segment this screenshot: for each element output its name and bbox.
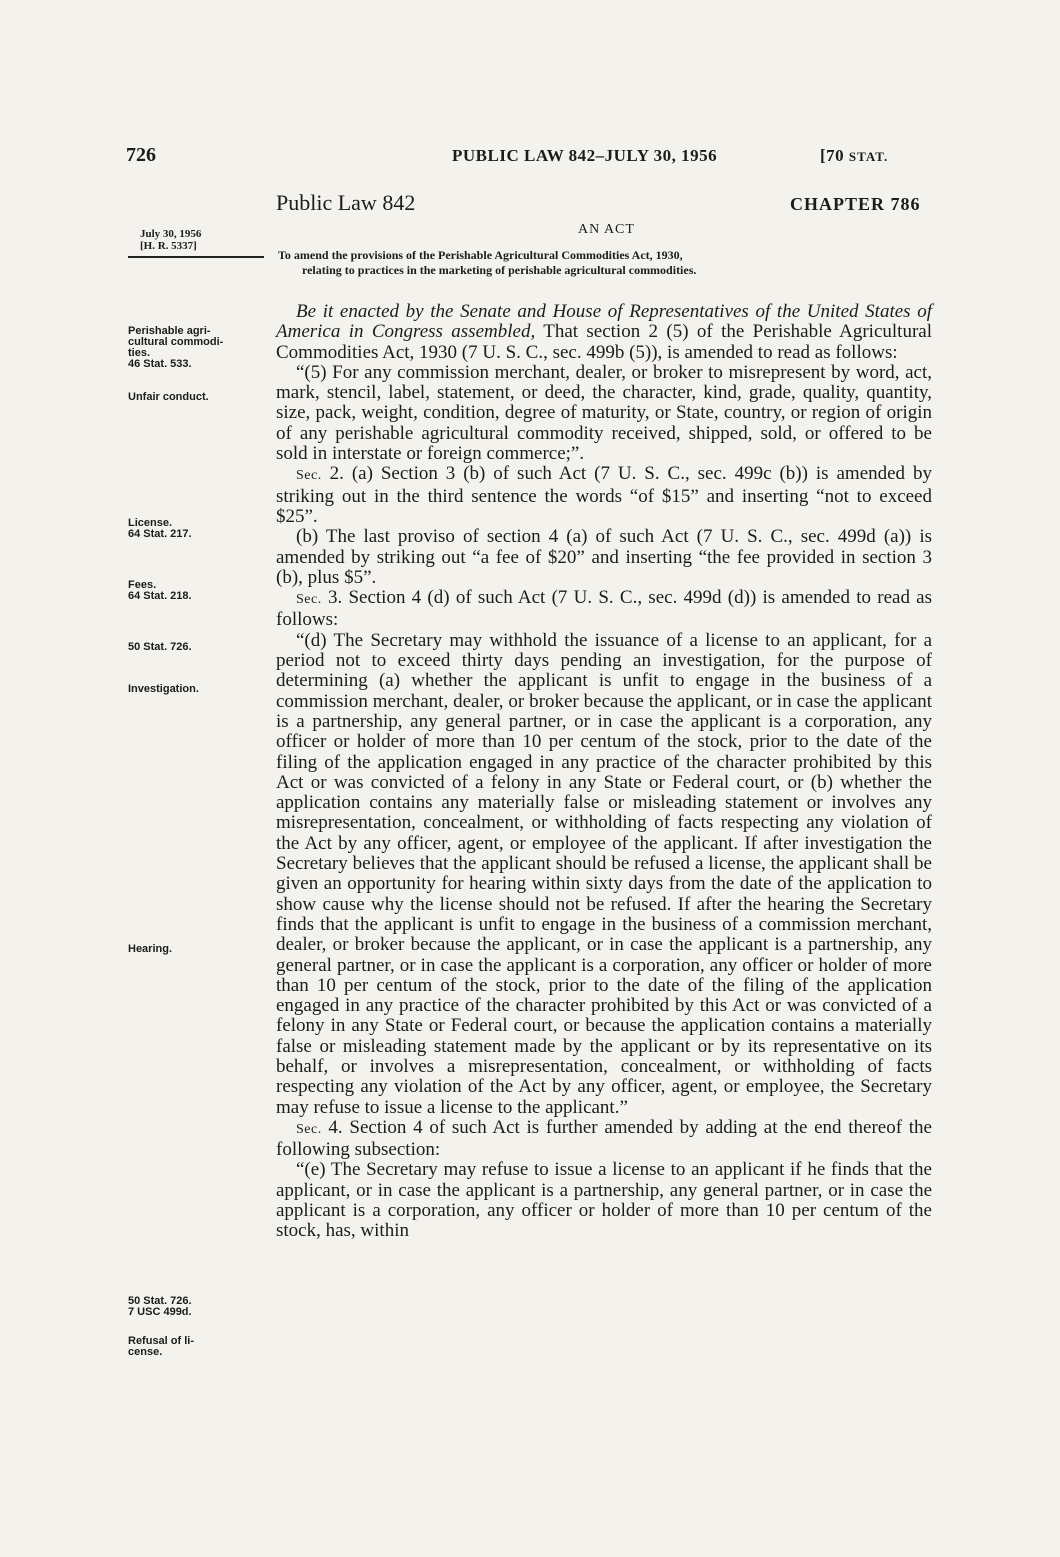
statute-abbrev: STAT.	[848, 149, 889, 164]
page-number: 726	[126, 144, 156, 166]
section-number: 4.	[321, 1116, 343, 1138]
margin-note-line: 7 USC 499d.	[128, 1306, 192, 1318]
section-2	[276, 464, 932, 527]
margin-note-unfair-conduct	[128, 392, 260, 403]
paragraph-b: (b) The last proviso of section 4 (a) of such Act (7 U. S. C., sec. 499d (a)) is amended by striking out “a fee of $20” and inserting “the fee provided in section 3 (b), plus $5”.	[276, 526, 932, 588]
margin-note-line: Unfair conduct.	[128, 391, 209, 403]
section-number: 3.	[321, 587, 343, 609]
section-text: Section 4 of such Act is further amended by adding at the end thereof the following subsection:	[276, 1116, 932, 1161]
law-body	[276, 302, 932, 1242]
enacting-clause	[276, 302, 932, 363]
bill-number: [H. R. 5337]	[140, 240, 197, 252]
statute-reference	[820, 146, 888, 166]
margin-note-line: 50 Stat. 726.	[128, 641, 192, 653]
section-label: Sec.	[296, 468, 322, 484]
margin-note-line: cense.	[128, 1346, 163, 1358]
margin-note-line: ties.	[128, 347, 151, 359]
section-label: Sec.	[296, 1121, 322, 1137]
law-name: Public Law 842	[276, 190, 416, 215]
margin-note-license	[128, 518, 260, 540]
margin-note-line: Hearing.	[128, 943, 173, 955]
margin-note-line: cultural commodi-	[128, 336, 224, 348]
paragraph-5: “(5) For any commission merchant, dealer, or broker to misrepresent by word, act, mark, stencil, label, statement, or deed, the character, kind, grade, quality, quantity, size, pack, weight, condition, degree of maturity, or State, country, or region of origin of any perishable agricultural commodity received, shipped, sold, or offered to be sold in interstate or foreign commerce;”.	[276, 361, 932, 465]
margin-note-perishable	[128, 326, 260, 370]
margin-note-line: 50 Stat. 726.	[128, 1295, 192, 1307]
margin-note-investigation	[128, 684, 260, 695]
margin-note-50-stat	[128, 642, 260, 653]
margin-note-7-usc	[128, 1296, 260, 1318]
date-divider	[128, 256, 264, 258]
section-label: Sec.	[296, 592, 322, 608]
margin-note-hearing	[128, 944, 260, 955]
margin-note-line: Fees.	[128, 579, 157, 591]
margin-note-line: Perishable agri-	[128, 325, 211, 337]
enacting-text: That section 2 (5) of the Perishable Agricultural Commodities Act, 1930 (7 U. S. C., sec. 499b (5)), is amended to read as follows:	[276, 321, 932, 363]
paragraph-d: “(d) The Secretary may withhold the issuance of a license to an applicant, for a period not to exceed thirty days pending an investigation, for the purpose of determining (a) whether the applicant is unfit to engage in the business of a commission merchant, dealer, or broker because the applicant, or in case the applicant is a partnership, any general partner, or in case the applicant is a corporation, any officer or holder of more than 10 per centum of the stock, prior to the date of the filing of the application engaged in any practice of the character prohibited by this Act or was convicted of a felony in any State or Federal court, or (b) whether the application contains any materially false or misleading statement or involves any misrepresentation, concealment, or withholding of facts respecting any violation of the Act by any officer, agent, or employee of the applicant. If after investigation the Secretary believes that the applicant should be refused a license, the applicant shall be given an opportunity for hearing within sixty days from the date of the application to show cause why the license should not be refused. If after the hearing the Secretary finds that the applicant is unfit to engage in the business of a commission merchant, dealer, or broker because the applicant, or in case the applicant is a partnership, any general partner, or in case the applicant is a corporation, any officer or holder of more than 10 per centum of the stock, prior to the date of the filing of the application engaged in any practice of the character prohibited by this Act or was convicted of a felony in any State or Federal court, or because the application contains a materially false or misleading statement made by the applicant or by its representative on its behalf, or involves a misrepresentation, concealment, or withholding of facts respecting any violation of the Act by any officer, agent, or employee, the Secretary may refuse to issue a license to the applicant.”	[276, 629, 932, 1118]
margin-note-refusal	[128, 1336, 260, 1358]
margin-note-line: Refusal of li-	[128, 1335, 195, 1347]
margin-note-line: 64 Stat. 218.	[128, 590, 192, 602]
act-title	[278, 248, 934, 278]
margin-note-line: 46 Stat. 533.	[128, 358, 192, 370]
paragraph-e: “(e) The Secretary may refuse to issue a license to an applicant if he finds that the applicant, or in case the applicant is a partnership, any general partner, or in case the applicant is a corporation, any officer or holder of more than 10 per centum of the stock, has, within	[276, 1159, 932, 1242]
margin-note-line: 64 Stat. 217.	[128, 528, 192, 540]
enactment-date: July 30, 1956	[140, 228, 202, 240]
margin-note-line: Investigation.	[128, 683, 199, 695]
section-text: (a) Section 3 (b) of such Act (7 U. S. C., sec. 499c (b)) is amended by striking out in the third sentence the words “of $15” and inserting “not to exceed $25”.	[276, 463, 932, 527]
section-text: Section 4 (d) of such Act (7 U. S. C., sec. 499d (d)) is amended to read as follows:	[276, 587, 933, 631]
section-3	[276, 588, 932, 631]
section-number: 2.	[321, 463, 344, 485]
act-title-line-2: relating to practices in the marketing of perishable agricultural commodities.	[302, 263, 697, 277]
margin-note-fees	[128, 580, 260, 602]
act-title-line-1: To amend the provisions of the Perishable Agricultural Commodities Act, 1930,	[278, 248, 683, 262]
margin-note-line: License.	[128, 517, 173, 529]
act-label: AN ACT	[578, 222, 635, 237]
enactment-date-block	[140, 228, 201, 252]
section-4	[276, 1118, 932, 1161]
chapter-number: CHAPTER 786	[790, 194, 921, 214]
running-title: PUBLIC LAW 842–JULY 30, 1956	[452, 146, 718, 165]
statute-volume: [70	[820, 146, 849, 165]
enacting-formula: Be it enacted by the Senate and House of Representatives of the United States of America in Congress assembled,	[276, 301, 932, 343]
